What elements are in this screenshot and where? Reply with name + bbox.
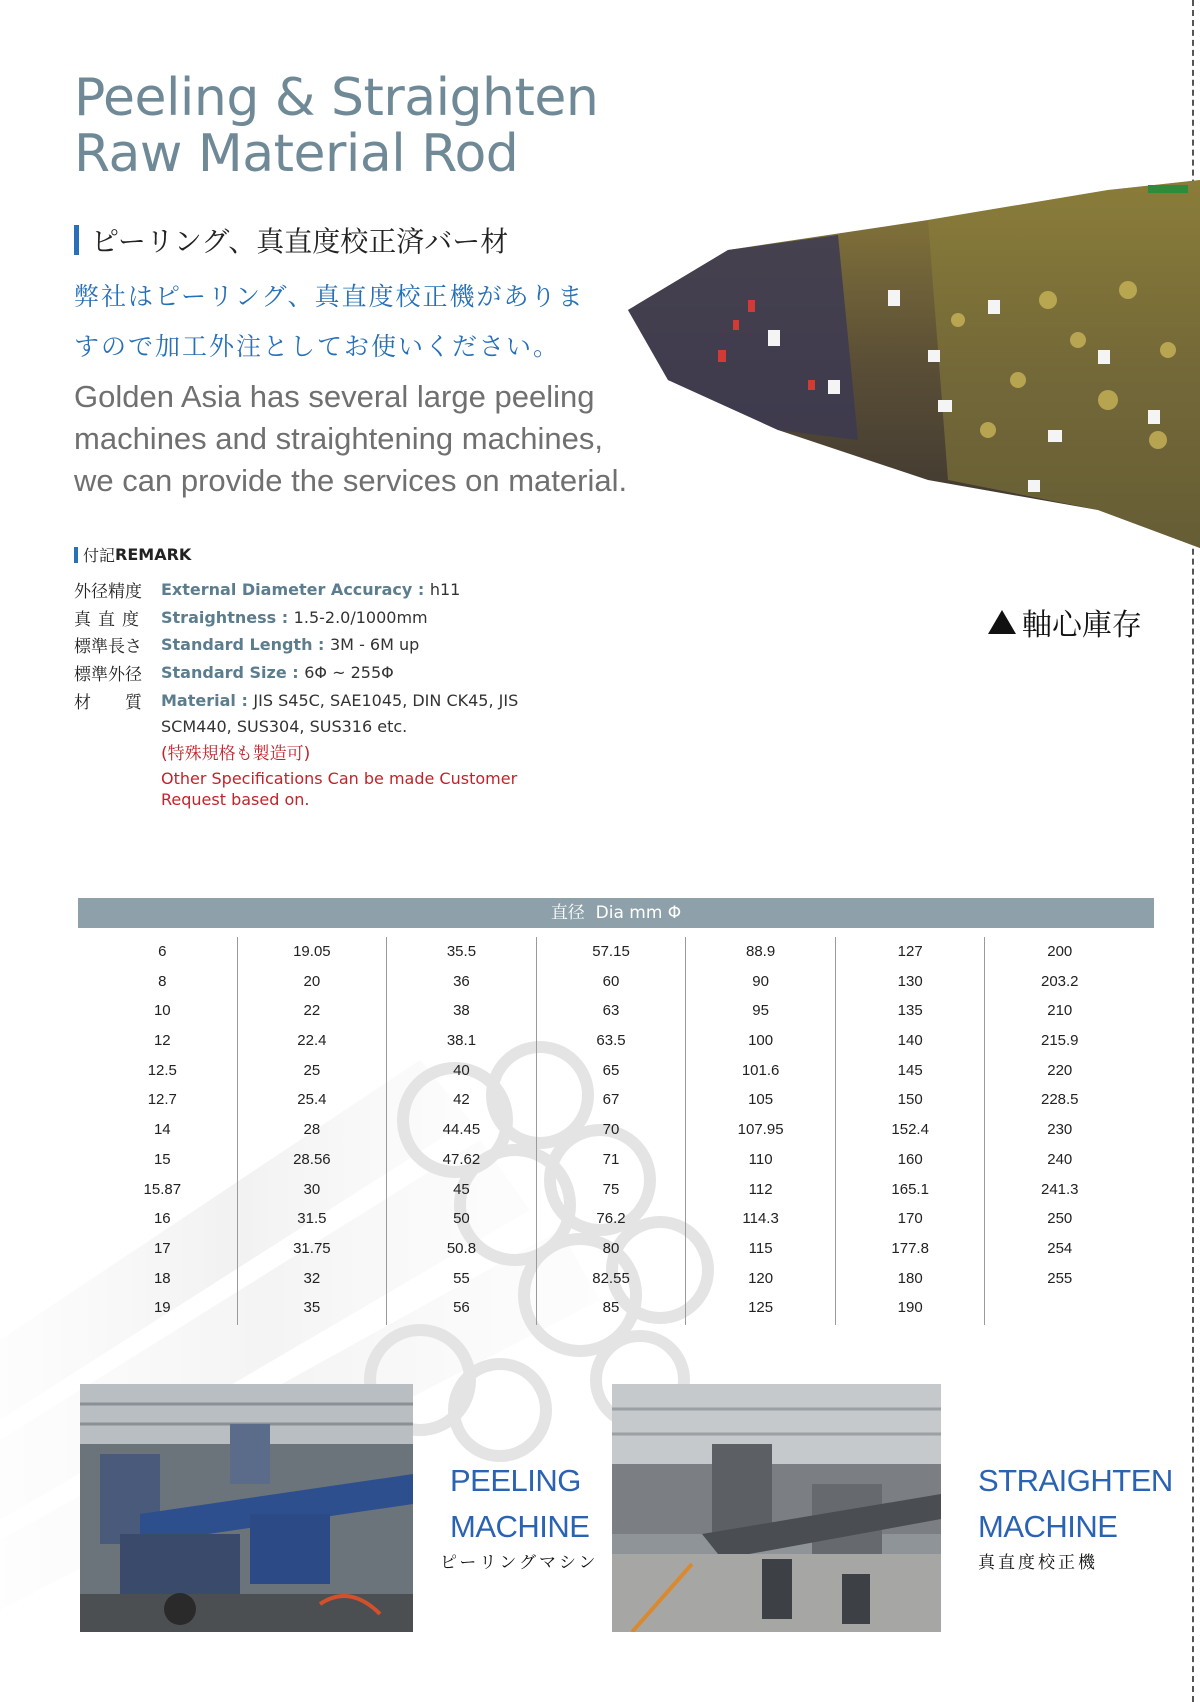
spec-label: Standard Length : — [161, 635, 330, 655]
table-cell: 203.2 — [1040, 972, 1079, 990]
material-continuation: SCM440, SUS304, SUS316 etc. — [161, 716, 408, 736]
table-cell: 250 — [1047, 1210, 1073, 1228]
spec-jp-label: 材 質 — [74, 692, 142, 713]
spec-label: Straightness : — [161, 607, 294, 627]
jp-heading — [74, 220, 508, 260]
table-cell: 55 — [453, 1269, 470, 1287]
table-cell: 135 — [897, 1002, 923, 1020]
jp-subheading — [74, 272, 634, 372]
table-cell: 228.5 — [1040, 1091, 1079, 1109]
table-cell: 82.55 — [592, 1269, 630, 1287]
table-header-jp: 直径 — [550, 903, 585, 923]
table-cell: 150 — [897, 1091, 923, 1109]
straighten-machine-subtitle: 真直度校正機 — [978, 1553, 1098, 1573]
table-cell: 76.2 — [596, 1210, 626, 1228]
table-cell: 160 — [897, 1150, 923, 1168]
spec-value: h11 — [429, 580, 461, 600]
table-cell: 12.7 — [147, 1091, 177, 1109]
table-cell: 18 — [153, 1269, 171, 1287]
table-column — [387, 937, 537, 1325]
table-cell: 36 — [453, 972, 470, 990]
table-cell: 31.75 — [293, 1239, 331, 1257]
en-desc-line-1: Golden Asia has several large peeling — [74, 379, 595, 414]
table-cell: 170 — [897, 1210, 923, 1228]
jp-sub-line-1: 弊社はピーリング、真直度校正機がありま — [74, 282, 585, 311]
stock-caption — [988, 600, 1142, 644]
table-cell: 145 — [897, 1061, 923, 1079]
straighten-machine-photo — [612, 1384, 941, 1632]
table-cell: 190 — [897, 1299, 923, 1317]
steel-rods-stock-photo — [628, 180, 1200, 548]
table-cell: 20 — [303, 972, 321, 990]
peeling-line-1: PEELING — [450, 1463, 581, 1498]
spec-row — [74, 659, 694, 687]
table-cell: 10 — [153, 1002, 171, 1020]
spec-value: 1.5-2.0/1000mm — [293, 607, 428, 627]
table-cell: 240 — [1047, 1150, 1073, 1168]
special-spec-note-jp: (特殊規格も製造可) — [161, 743, 311, 764]
table-cell: 57.15 — [592, 943, 630, 960]
table-cell: 12 — [153, 1032, 171, 1050]
table-cell: 56 — [453, 1299, 470, 1317]
table-cell: 215.9 — [1040, 1032, 1079, 1050]
table-cell: 63 — [602, 1002, 620, 1020]
diameter-table — [88, 937, 1134, 1325]
table-column — [238, 937, 388, 1325]
table-cell: 88.9 — [746, 943, 776, 960]
table-column — [537, 937, 687, 1325]
table-cell: 140 — [897, 1032, 923, 1050]
table-cell: 12.5 — [147, 1061, 177, 1079]
peeling-machine-title — [450, 1458, 589, 1550]
spec-label: Standard Size : — [161, 663, 305, 683]
table-cell: 101.6 — [741, 1061, 780, 1079]
table-column — [88, 937, 238, 1325]
table-cell: 22.4 — [297, 1032, 327, 1050]
table-cell: 14 — [153, 1121, 171, 1139]
table-header-en: Dia mm Φ — [595, 903, 682, 923]
table-cell: 165.1 — [891, 1180, 929, 1198]
spec-value: JIS S45C, SAE1045, DIN CK45, JIS — [253, 690, 519, 710]
spec-jp-label: 標準長さ — [74, 637, 142, 658]
straighten-line-1: STRAIGHTEN — [978, 1463, 1173, 1498]
peeling-machine-photo — [80, 1384, 413, 1632]
remark-title — [74, 543, 191, 566]
table-cell: 19 — [153, 1299, 171, 1317]
table-cell: 130 — [897, 972, 923, 990]
table-cell: 45 — [453, 1180, 470, 1198]
table-cell: 50 — [453, 1210, 470, 1228]
special-spec-note-en: Other Specifications Can be made Customer Request based on. — [161, 768, 518, 809]
title-line-1: Peeling & Straighten — [74, 68, 599, 128]
table-cell: 28 — [303, 1121, 321, 1139]
spec-label: External Diameter Accuracy : — [161, 580, 430, 600]
spec-row — [74, 686, 694, 714]
table-cell: 22 — [303, 1002, 321, 1020]
stock-caption-text: 軸心庫存 — [1022, 608, 1142, 643]
table-cell: 105 — [748, 1091, 774, 1109]
table-cell: 125 — [748, 1299, 774, 1317]
table-cell: 15.87 — [143, 1180, 182, 1198]
table-cell: 71 — [602, 1150, 620, 1168]
jp-sub-line-2: すので加工外注としてお使いください。 — [74, 332, 561, 361]
diameter-table-header — [78, 898, 1154, 928]
spec-value: 3M - 6M up — [330, 635, 420, 655]
table-cell: 47.62 — [442, 1150, 481, 1168]
table-cell: 65 — [602, 1061, 620, 1079]
table-cell: 19.05 — [293, 943, 331, 960]
title-line-2: Raw Material Rod — [74, 124, 519, 184]
table-cell: 67 — [602, 1091, 620, 1109]
table-cell: 127 — [897, 943, 923, 960]
table-cell: 115 — [748, 1239, 773, 1257]
table-cell: 28.56 — [293, 1150, 331, 1168]
table-cell: 254 — [1047, 1239, 1073, 1257]
spec-label: Material : — [161, 690, 254, 710]
table-column — [836, 937, 986, 1325]
table-cell: 42 — [453, 1091, 470, 1109]
table-cell: 35 — [303, 1299, 321, 1317]
table-cell: 210 — [1047, 1002, 1073, 1020]
peeling-machine-subtitle: ピーリングマシン — [440, 1553, 599, 1573]
en-desc-line-3: we can provide the services on material. — [74, 463, 628, 498]
table-cell: 75 — [602, 1180, 620, 1198]
table-column — [985, 937, 1134, 1325]
straighten-machine-title — [978, 1458, 1173, 1550]
table-cell: 120 — [748, 1269, 774, 1287]
table-cell: 17 — [153, 1239, 171, 1257]
peeling-line-2: MACHINE — [450, 1509, 590, 1544]
table-cell: 35.5 — [446, 943, 477, 960]
table-cell: 114.3 — [742, 1210, 779, 1228]
remark-bar-marker — [74, 547, 78, 563]
table-cell: 152.4 — [891, 1121, 929, 1139]
table-cell: 60 — [602, 972, 620, 990]
heading-bar-marker — [74, 225, 79, 255]
triangle-up-icon — [988, 610, 1016, 634]
spec-row — [74, 631, 694, 659]
table-cell: 255 — [1047, 1269, 1073, 1287]
table-cell: 241.3 — [1040, 1180, 1079, 1198]
table-cell: 38.1 — [446, 1032, 477, 1050]
table-cell: 107.95 — [737, 1121, 784, 1139]
english-description — [74, 376, 674, 502]
spec-jp-label: 標準外径 — [74, 665, 142, 686]
spec-row — [74, 604, 694, 632]
remark-jp: 付記 — [83, 546, 116, 565]
table-column — [686, 937, 836, 1325]
table-cell: 177.8 — [891, 1239, 929, 1257]
table-cell: 95 — [752, 1002, 769, 1020]
en-desc-line-2: machines and straightening machines, — [74, 421, 604, 456]
spec-value: 6Φ ~ 255Φ — [304, 663, 394, 683]
table-cell: 25.4 — [297, 1091, 327, 1109]
spec-jp-label: 外径精度 — [74, 582, 142, 603]
table-cell: 112 — [748, 1180, 773, 1198]
jp-heading-text: ピーリング、真直度校正済バー材 — [91, 225, 509, 258]
table-cell: 230 — [1047, 1121, 1073, 1139]
table-cell: 200 — [1047, 943, 1073, 960]
table-cell: 6 — [158, 943, 167, 960]
table-cell: 180 — [897, 1269, 923, 1287]
table-cell: 80 — [602, 1239, 620, 1257]
spec-row — [74, 576, 694, 604]
table-cell: 16 — [153, 1210, 171, 1228]
table-cell: 31.5 — [297, 1210, 327, 1228]
spec-list — [74, 576, 694, 810]
table-cell: 100 — [748, 1032, 774, 1050]
table-cell: 63.5 — [596, 1032, 626, 1050]
table-cell: 50.8 — [446, 1239, 477, 1257]
table-cell: 8 — [158, 972, 167, 990]
table-cell: 70 — [602, 1121, 620, 1139]
table-cell: 32 — [303, 1269, 321, 1287]
spec-jp-label: 真直度 — [74, 609, 146, 630]
table-cell: 90 — [752, 972, 769, 990]
remark-en: REMARK — [115, 545, 192, 564]
table-cell: 38 — [453, 1002, 470, 1020]
table-cell: 44.45 — [442, 1121, 481, 1139]
table-cell: 110 — [748, 1150, 773, 1168]
table-cell: 25 — [303, 1061, 321, 1079]
straighten-line-2: MACHINE — [978, 1509, 1118, 1544]
table-cell: 15 — [153, 1150, 171, 1168]
table-cell: 85 — [602, 1299, 620, 1317]
table-cell: 30 — [303, 1180, 321, 1198]
table-cell: 40 — [453, 1061, 470, 1079]
table-cell: 220 — [1047, 1061, 1073, 1079]
page-title — [74, 70, 598, 182]
